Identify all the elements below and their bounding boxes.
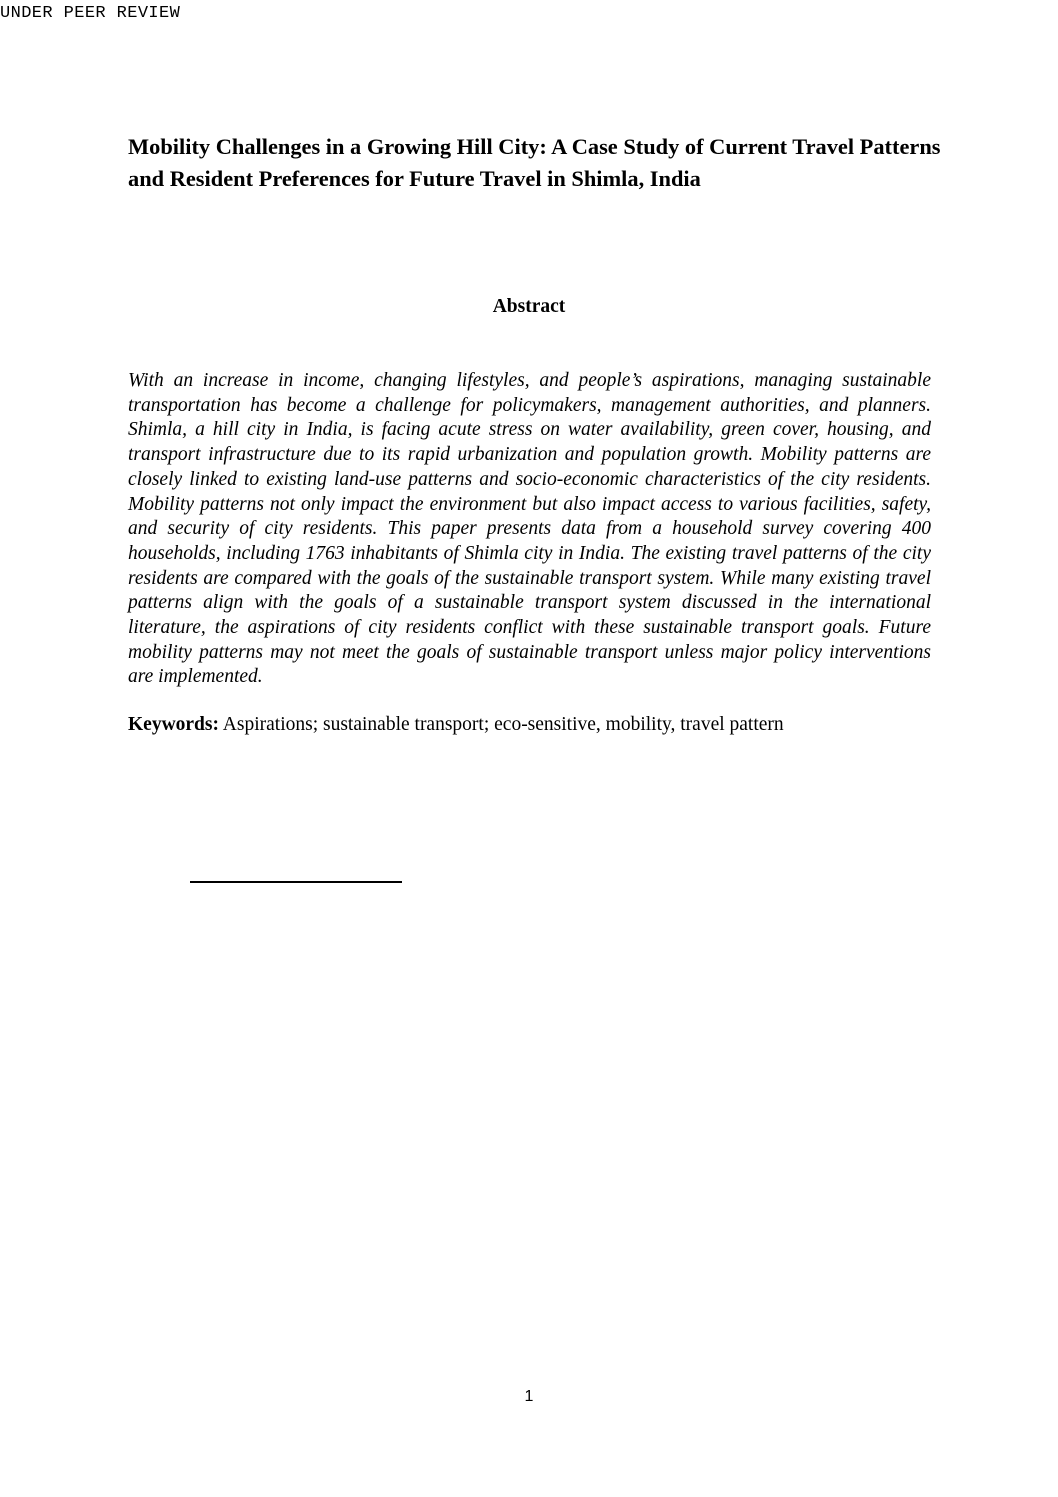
abstract-heading: Abstract xyxy=(492,296,566,317)
keywords-label: Keywords: xyxy=(128,714,219,735)
footnote-separator xyxy=(190,881,402,883)
keywords-text: Aspirations; sustainable transport; eco-sensitive, mobility, travel pattern xyxy=(219,714,784,735)
abstract-body: With an increase in income, changing lifestyles, and people’s aspirations, managing sustainable transportation has become a challenge for policymakers, management authorities, and planners. Shimla, a hill city in India, is facing acute stress on water availability, green cover, housing, and transport infrastructure due to its rapid urbanization and population growth. Mobility patterns are closely linked to existing land-use patterns and socio-economic characteristics of the city residents. Mobility patterns not only impact the environment but also impact access to various facilities, safety, and security of city residents. This paper presents data from a household survey covering 400 households, including 1763 inhabitants of Shimla city in India. The existing travel patterns of the city residents are compared with the goals of the sustainable transport system. While many existing travel patterns align with the goals of a sustainable transport system discussed in the international literature, the aspirations of city residents conflict with these sustainable transport goals. Future mobility patterns may not meet the goals of sustainable transport unless major policy interventions are implemented. xyxy=(128,370,931,688)
page-number: 1 xyxy=(524,1388,534,1405)
paper-title: Mobility Challenges in a Growing Hill City: A Case Study of Current Travel Patterns and Resident Preferences for Future Travel in Shimla, India xyxy=(128,134,941,191)
review-watermark: UNDER PEER REVIEW xyxy=(0,4,181,23)
keywords-line xyxy=(128,713,948,738)
